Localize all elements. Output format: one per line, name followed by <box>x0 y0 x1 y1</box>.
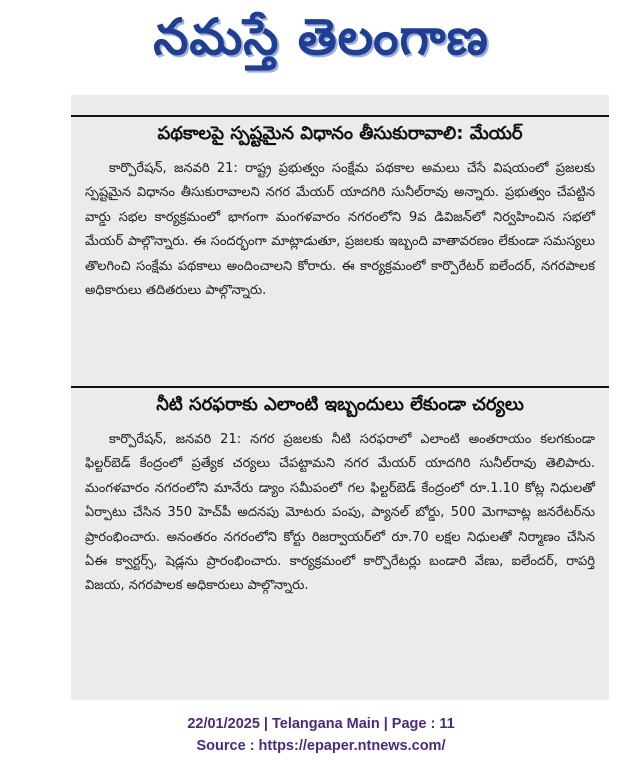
article-headline: పథకాలపై స్పష్టమైన విధానం తీసుకురావాలి: మేయర్ <box>157 123 523 144</box>
newspaper-logo: నమస్తే తెలంగాణ <box>153 7 489 66</box>
news-clipping <box>71 95 609 700</box>
edition-info: 22/01/2025 | Telangana Main | Page : 11 <box>187 716 455 732</box>
source-link[interactable]: Source : https://epaper.ntnews.com/ <box>196 738 446 754</box>
article-water-supply <box>71 386 609 599</box>
article-body: కార్పొరేషన్, జనవరి 21: రాష్ట్ర ప్రభుత్వం సంక్షేమ పథకాల అమలు చేసే విషయంలో ప్రజలకు స్పష్టమైన విధానం తీసుకురావాలని నగర మేయర్ యాదగిరి సునీల్‌రావు అన్నారు. ప్రభుత్వం చేపట్టిన వార్డు సభల కార్యక్రమంలో భాగంగా మంగళవారం నగరంలోని 9వ డివిజన్‌లో నిర్వహించిన సభలో మేయర్ పాల్గొన్నారు. ఈ సందర్భంగా మాట్లాడుతూ, ప్రజలకు ఇబ్బంది వాతావరణం లేకుండా సమస్యలు తొలగించి సంక్షేమ పథకాలు అందించాలని కోరారు. ఈ కార్యక్రమంలో కార్పొరేటర్ ఐలేందర్, నగరపాలక అధికారులు తదితరులు పాల్గొన్నారు. <box>85 161 595 299</box>
article-body: కార్పొరేషన్, జనవరి 21: నగర ప్రజలకు నీటి సరఫరాలో ఎలాంటి అంతరాయం కలగకుండా ఫిల్టర్‌బెడ్ కేంద్రంలో ప్రత్యేక చర్యలు చేపట్టామని నగర మేయర్ యాదగిరి సునీల్‌రావు తెలిపారు. మంగళవారం నగరంలోని మానేరు డ్యాం సమీపంలో గల ఫిల్టర్‌బెడ్ కేంద్రంలో రూ.1.10 కోట్ల నిధులతో ఏర్పాటు చేసిన 350 హెచ్‌పీ అదనపు మోటరు పంపు, ప్యానల్ బోర్డు, 500 మెగావాట్ల జనరేటర్‌ను ప్రారంభించారు. అనంతరం నగరంలోని కోర్టు రిజర్వాయర్‌లో రూ.70 లక్షల నిధులతో నిర్మాణం చేసిన ఏఈ క్వార్టర్స్, షెడ్లను ప్రారంభించారు. కార్యక్రమంలో కార్పొరేటర్లు బండారి వేణు, ఐలేందర్, రాపర్తి విజయ, నగరపాలక అధికారులు పాల్గొన్నారు. <box>85 432 595 594</box>
article-mayor-welfare-schemes <box>71 115 609 303</box>
article-headline: నీటి సరఫరాకు ఎలాంటి ఇబ్బందులు లేకుండా చర్యలు <box>156 394 524 415</box>
masthead <box>0 0 642 86</box>
